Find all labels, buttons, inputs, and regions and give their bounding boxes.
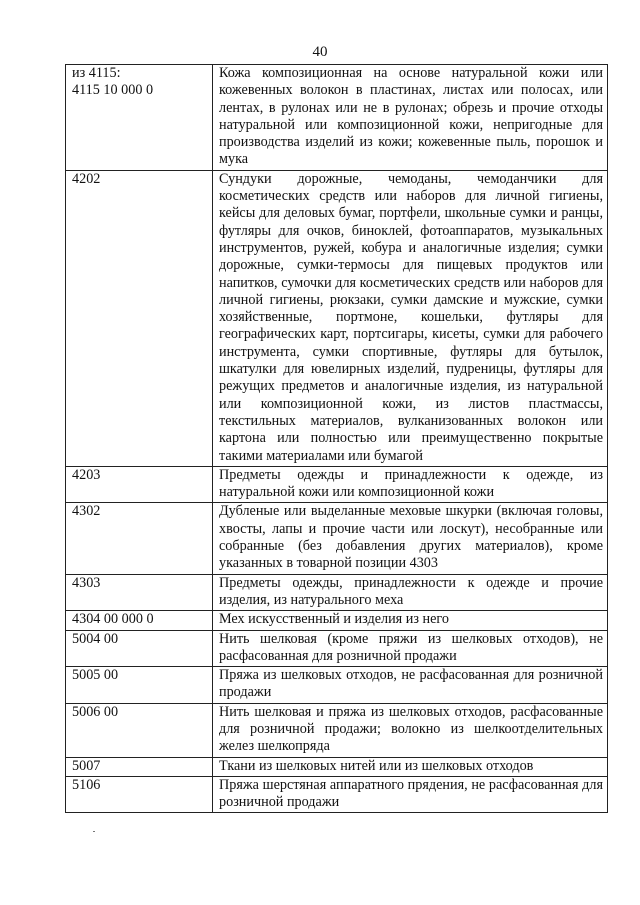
table-row [66,170,608,466]
table-row [66,574,608,611]
hs-code: 5006 00 [66,703,213,757]
goods-description: Сундуки дорожные, чемоданы, чемоданчики для косметических средств или наборов для личной гигиены, кейсы для деловых бумаг, портфели, школьные сумки и ранцы, футляры для очков, биноклей, фотоаппаратов, музыкальных инструментов, ружей, кобура и аналогичные изделия; сумки дорожные, сумки-термосы для пищевых продуктов или напитков, сумочки для косметических средств или наборов для личной гигиены, рюкзаки, сумки дамские и мужские, сумки хозяйственные, портмоне, кошельки, футляры для географических карт, портсигары, кисеты, сумки для рабочего инструмента, сумки спортивные, футляры для бутылок, шкатулки для ювелирных изделий, пудреницы, футляры для режущих предметов и аналогичные изделия, из натуральной или композиционной кожи, из листов пластмассы, текстильных материалов, вулканизованных волокон или картона или полностью или преимущественно покрытые такими материалами или бумагой [213,170,608,466]
hs-code: 4302 [66,503,213,574]
goods-description: Нить шелковая (кроме пряжи из шелковых отходов), не расфасованная для розничной продажи [213,630,608,667]
table-row [66,466,608,503]
hs-code: 4303 [66,574,213,611]
hs-code: из 4115: 4115 10 000 0 [66,65,213,171]
goods-description: Дубленые или выделанные меховые шкурки (включая головы, хвосты, лапы и прочие части или лоскут), несобранные или собранные (без добавления других материалов), кроме указанных в товарной позиции 4303 [213,503,608,574]
goods-description: Предметы одежды, принадлежности к одежде и прочие изделия, из натурального меха [213,574,608,611]
goods-code-table [65,64,608,813]
goods-description: Кожа композиционная на основе натуральной кожи или кожевенных волокон в пластинах, листах или полосах, или лентах, в рулонах или не в рулонах; обрезь и прочие отходы натуральной или композиционной кожи, непригодные для производства изделий из кожи; кожевенные пыль, порошок и мука [213,65,608,171]
hs-code: 5007 [66,757,213,776]
page-number: 40 [312,44,328,60]
table-row [66,65,608,171]
table-row [66,611,608,630]
hs-code: 5004 00 [66,630,213,667]
table-row [66,503,608,574]
goods-description: Нить шелковая и пряжа из шелковых отходов, расфасованные для розничной продажи; волокно из шелкоотделительных желез шелкопряда [213,703,608,757]
table-row [66,630,608,667]
hs-code: 4304 00 000 0 [66,611,213,630]
goods-description: Мех искусственный и изделия из него [213,611,608,630]
goods-description: Пряжа шерстяная аппаратного прядения, не расфасованная для розничной продажи [213,776,608,813]
goods-description: Ткани из шелковых нитей или из шелковых отходов [213,757,608,776]
hs-code: 4202 [66,170,213,466]
hs-code: 5106 [66,776,213,813]
table-row [66,667,608,704]
table-row [66,757,608,776]
table-row [66,703,608,757]
hs-code: 5005 00 [66,667,213,704]
scan-speck [93,831,95,832]
goods-description: Пряжа из шелковых отходов, не расфасованная для розничной продажи [213,667,608,704]
hs-code: 4203 [66,466,213,503]
table-row [66,776,608,813]
goods-description: Предметы одежды и принадлежности к одежде, из натуральной кожи или композиционной кожи [213,466,608,503]
